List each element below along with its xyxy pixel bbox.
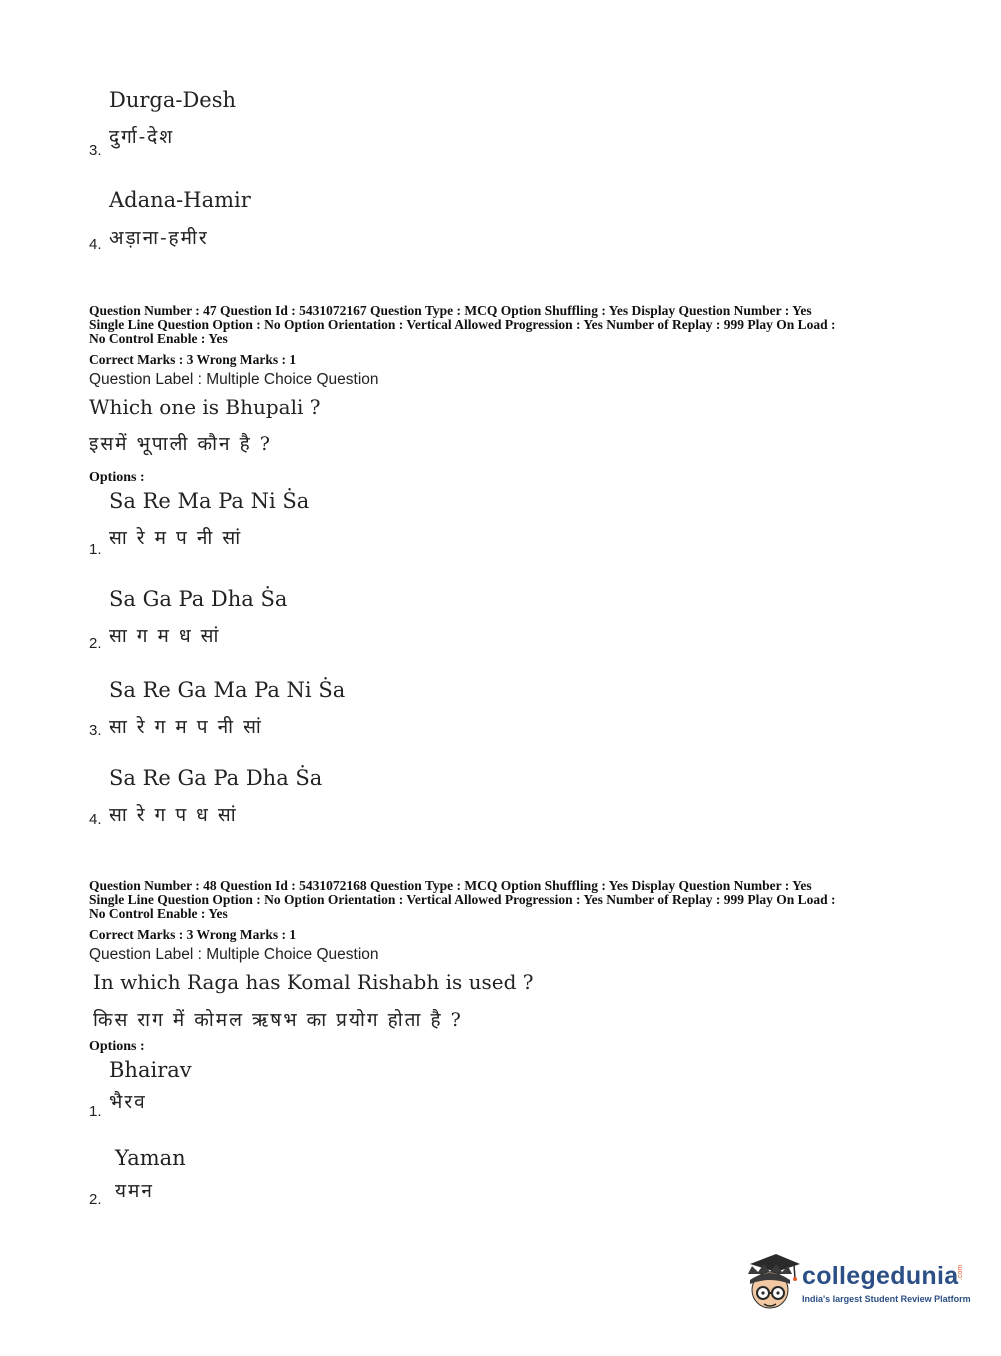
q48-meta-line-3: No Control Enable : Yes — [89, 906, 228, 921]
q47-meta-line-1: Question Number : 47 Question Id : 5431072167 Question Type : MCQ Option Shuffling : Yes Display Question Number : Yes — [89, 303, 812, 318]
q48-option-1-number: 1. — [89, 1103, 102, 1120]
q47-option-2-text-hi: सा ग म ध सां — [109, 625, 221, 647]
q47-option-3-text-en: Sa Re Ga Ma Pa Ni Ṡa — [109, 678, 346, 702]
q47-text-en: Which one is Bhupali ? — [89, 395, 321, 419]
q47-option-4-number: 4. — [89, 811, 102, 828]
brand-suffix: .com — [957, 1264, 964, 1280]
brand-tagline: India's largest Student Review Platform — [802, 1294, 971, 1304]
q48-option-1-text-hi: भैरव — [109, 1091, 147, 1113]
q48-meta-line-2: Single Line Question Option : No Option Orientation : Vertical Allowed Progression : Yes Number of Replay : 999 Play On Load : — [89, 892, 836, 907]
q48-meta-line-1: Question Number : 48 Question Id : 5431072168 Question Type : MCQ Option Shuffling : Yes Display Question Number : Yes — [89, 878, 812, 893]
q48-text-hi: किस राग में कोमल ऋषभ का प्रयोग होता है ? — [93, 1009, 463, 1031]
q47-option-2-number: 2. — [89, 635, 102, 652]
collegedunia-watermark — [742, 1250, 972, 1314]
q48-marks: Correct Marks : 3 Wrong Marks : 1 — [89, 927, 297, 942]
q48-options-heading: Options : — [89, 1039, 145, 1054]
q48-option-2-text-en: Yaman — [115, 1146, 186, 1170]
q48-label: Question Label : Multiple Choice Question — [89, 946, 379, 963]
prev-option-4-number: 4. — [89, 236, 102, 253]
q47-option-1-text-en: Sa Re Ma Pa Ni Ṡa — [109, 489, 310, 513]
q48-option-2-text-hi: यमन — [115, 1180, 154, 1202]
q47-label: Question Label : Multiple Choice Question — [89, 371, 379, 388]
prev-option-3-number: 3. — [89, 142, 102, 159]
mascot-icon — [742, 1250, 802, 1314]
q47-marks: Correct Marks : 3 Wrong Marks : 1 — [89, 352, 297, 367]
q47-option-3-text-hi: सा रे ग म प नी सां — [109, 716, 263, 738]
prev-option-3-text-en: Durga-Desh — [109, 88, 237, 112]
q47-option-1-text-hi: सा रे म प नी सां — [109, 527, 243, 549]
q47-option-4-text-hi: सा रे ग प ध सां — [109, 804, 238, 826]
q48-option-1-text-en: Bhairav — [109, 1058, 192, 1082]
q48-option-2-number: 2. — [89, 1191, 102, 1208]
q47-option-3-number: 3. — [89, 722, 102, 739]
q48-text-en: In which Raga has Komal Rishabh is used ? — [93, 970, 534, 994]
q47-option-4-text-en: Sa Re Ga Pa Dha Ṡa — [109, 766, 323, 790]
prev-option-4-text-en: Adana-Hamir — [109, 188, 251, 212]
q47-options-heading: Options : — [89, 470, 145, 485]
q47-option-1-number: 1. — [89, 541, 102, 558]
q47-meta-line-2: Single Line Question Option : No Option Orientation : Vertical Allowed Progression : Yes Number of Replay : 999 Play On Load : — [89, 317, 836, 332]
brand-name: collegedunia — [802, 1262, 959, 1290]
prev-option-3-text-hi: दुर्गा-देश — [109, 126, 175, 148]
prev-option-4-text-hi: अड़ाना-हमीर — [109, 227, 209, 249]
q47-option-2-text-en: Sa Ga Pa Dha Ṡa — [109, 587, 288, 611]
q47-meta-line-3: No Control Enable : Yes — [89, 331, 228, 346]
q47-text-hi: इसमें भूपाली कौन है ? — [89, 433, 272, 455]
